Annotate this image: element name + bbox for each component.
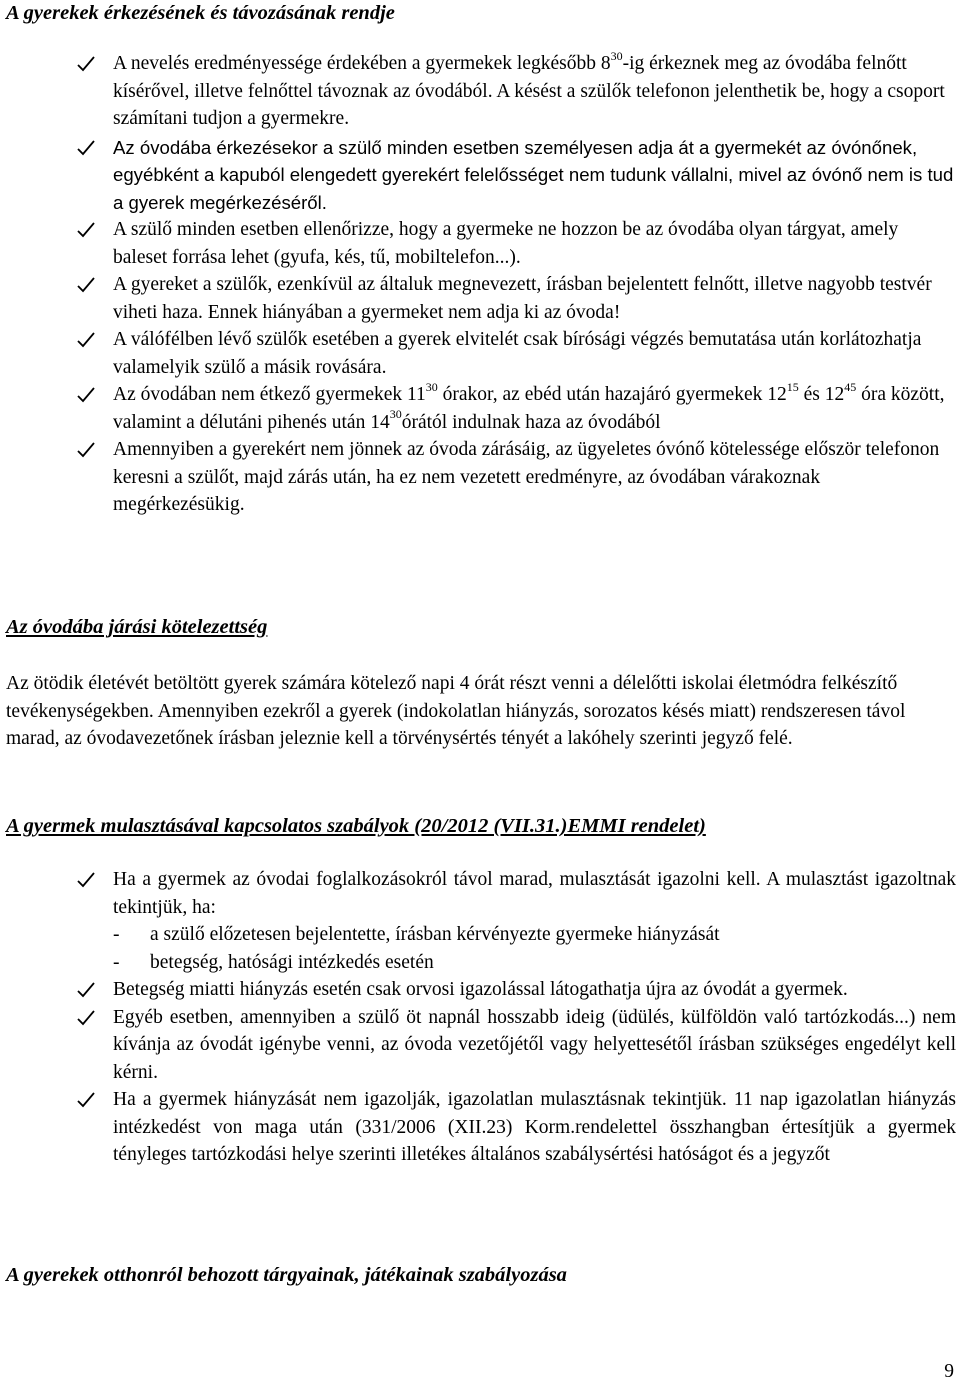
justified-absence-list (113, 921, 956, 976)
check-icon (76, 54, 96, 74)
list-item (76, 436, 956, 519)
time-superscript: 30 (389, 407, 402, 421)
item-text: A válófélben lévő szülők esetében a gyerek elvitelét csak bírósági végzés bemutatása után korlátozhatja valamelyik szülő a másik rovására. (113, 329, 922, 378)
list-item (76, 1004, 956, 1087)
list-item (76, 976, 956, 1004)
check-icon (76, 220, 96, 240)
time-superscript: 30 (610, 48, 623, 63)
check-icon (76, 440, 96, 460)
attendance-paragraph: Az ötödik életévét betöltött gyerek számára kötelező napi 4 órát részt venni a délelőtti iskolai életmódra felkészítő tevékenységekben. Amennyiben ezekről a gyerek (indokolatlan hiányzás, sorozatos késés miatt) rendszeresen távol marad, az óvodavezetőnek írásban jeleznie kell a törvénysértés tényét a lakóhely szerinti jegyző felé. (6, 673, 906, 749)
item-text: Az óvodában nem étkező gyermekek 11 (113, 384, 426, 405)
item-text: óra között, valamint a délutáni pihenés után 14 (113, 384, 945, 433)
arrival-rules-list (76, 50, 956, 519)
list-item (76, 271, 956, 326)
time-superscript: 30 (425, 379, 438, 394)
dash-bullet: - (113, 951, 120, 973)
list-item (76, 1086, 956, 1169)
dash-bullet: - (113, 924, 120, 945)
check-icon (76, 1090, 96, 1110)
list-item (76, 50, 956, 133)
check-icon (76, 980, 96, 1000)
item-text: A nevelés eredményessége érdekében a gyermekek legkésőbb 8 (113, 53, 611, 74)
item-text: Ha a gyermek hiányzását nem igazolják, igazolatlan mulasztásnak tekintjük. 11 nap igazolatlan hiányzás intézkedést von maga után (331/2006 (XII.23) Korm.rendelettel összhangban értesítjük a gyermek tényleges tartózkodási helye szerinti illetékes általános szabálysértési hatóságot és a jegyzőt (113, 1089, 956, 1165)
check-icon (76, 870, 96, 890)
time-superscript: 45 (844, 379, 857, 394)
absence-rules-list (76, 866, 956, 1169)
item-text: a szülő előzetesen bejelentette, írásban kérvényezte gyermeke hiányzását (150, 924, 720, 945)
item-text: Egyéb esetben, amennyiben a szülő öt napnál hosszabb ideig (üdülés, külföldön való tartózkodás...) nem kívánja az óvodát igénybe venni, az óvoda vezetőjétől vagy helyettesétől írásban szükséges engedélyt kell kérni. (113, 1006, 956, 1083)
check-icon (76, 330, 96, 350)
item-text: betegség, hatósági intézkedés esetén (150, 951, 434, 973)
item-text: Betegség miatti hiányzás esetén csak orvosi igazolással látogathatja újra az óvodát a gyermek. (113, 979, 848, 1000)
list-item (113, 949, 956, 977)
list-item (76, 216, 956, 271)
list-item (76, 326, 956, 381)
list-item (76, 134, 956, 217)
item-text: és 12 (798, 384, 845, 405)
check-icon (76, 275, 96, 295)
heading-arrival: A gyerekek érkezésének és távozásának rendje (6, 2, 395, 24)
check-icon (76, 1008, 96, 1028)
check-icon (76, 138, 96, 158)
item-text: A szülő minden esetben ellenőrizze, hogy a gyermeke ne hozzon be az óvodába olyan tárgyat, amely baleset forrása lehet (gyufa, kés, tű, mobiltelefon...). (113, 219, 899, 268)
list-item (113, 921, 956, 949)
item-text: Az óvodába érkezésekor a szülő minden esetben személyesen adja át a gyermekét az óvónőnek, egyébként a kapuból elengedett gyerekért felelősséget nem tudunk vállalni, mivel az óvónő nem is tud a gyerek megérkezéséről. (113, 136, 954, 213)
heading-toys: A gyerekek otthonról behozott tárgyainak, játékainak szabályozása (6, 1264, 567, 1286)
list-item (76, 381, 956, 436)
heading-absence: A gyermek mulasztásával kapcsolatos szabályok (20/2012 (VII.31.)EMMI rendelet) (6, 815, 706, 837)
item-text: órától indulnak haza az óvodából (401, 411, 661, 433)
item-text: A gyereket a szülők, ezenkívül az általuk megnevezett, írásban bejelentett felnőtt, illetve nagyobb testvér viheti haza. Ennek hiányában a gyermeket nem adja ki az óvoda! (113, 274, 932, 323)
item-text: -ig érkeznek meg az óvodába felnőtt kísérővel, illetve felnőttel távoznak az óvodából. A késést a szülők telefonon jelenthetik be, hogy a csoport számítani tudjon a gyermekre. (113, 53, 945, 129)
list-item (76, 866, 956, 976)
heading-attendance: Az óvodába járási kötelezettség (6, 616, 268, 638)
item-text: Ha a gyermek az óvodai foglalkozásokról távol marad, mulasztását igazolni kell. A mulasztást igazoltnak tekintjük, ha: (113, 869, 956, 918)
page-number: 9 (944, 1361, 954, 1382)
item-text: Amennyiben a gyerekért nem jönnek az óvoda zárásáig, az ügyeletes óvónő kötelessége először telefonon keresni a szülőt, majd zárás után, ha ez nem vezetett eredményre, az óvodában várakoznak megérkezésükig. (113, 439, 940, 515)
time-superscript: 15 (786, 379, 799, 394)
check-icon (76, 385, 96, 405)
item-text: órakor, az ebéd után hazajáró gyermekek 12 (437, 384, 787, 405)
